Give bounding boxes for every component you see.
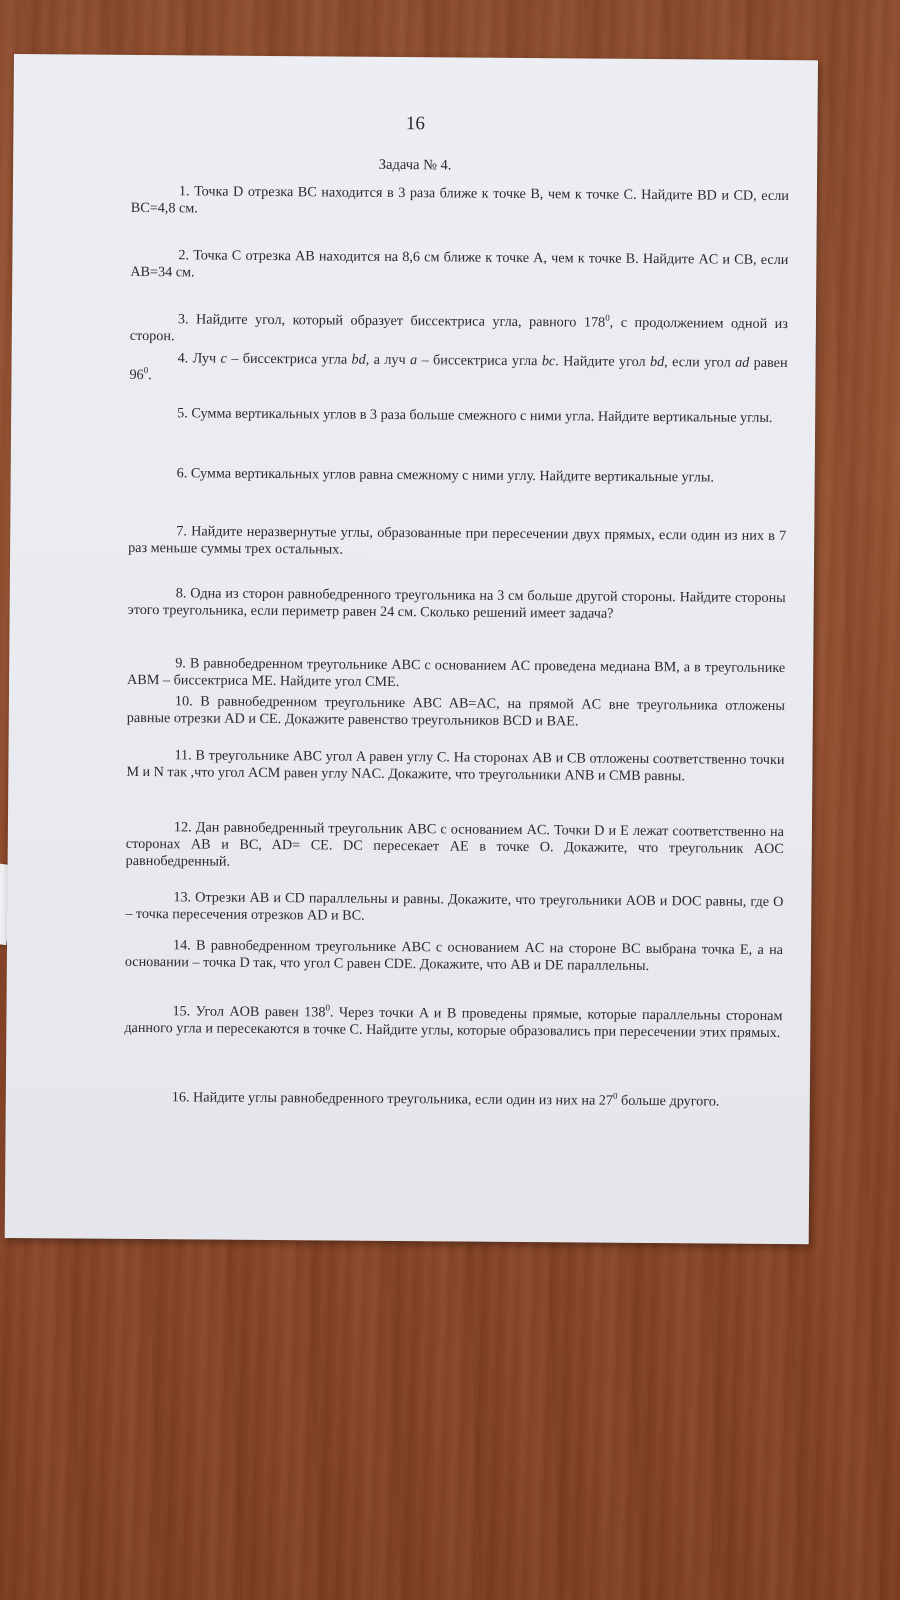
problem-text: Луч — [192, 350, 221, 367]
problem-number: 5. — [177, 405, 192, 422]
problem-text: Найдите угол, который образует биссектриса угла, равного 178 — [196, 311, 606, 331]
worksheet-page — [5, 54, 818, 1244]
degree-superscript: 0 — [325, 1002, 331, 1013]
problem-number: 14. — [172, 937, 197, 954]
problem-text: . Найдите угол — [555, 353, 651, 371]
problem-text: Дан равнобедренный треугольник ABC с основанием AC. Точки D и E лежат соответственно на сторонах AB и BC, AD= CE. DC пересекает AE в точке O. Докажите, что треугольник AOC равнобедренный. — [125, 819, 784, 870]
problem-text: – биссектриса угла — [226, 350, 352, 368]
page-number: 16 — [405, 113, 426, 135]
problem-text: Точка C отрезка AB находится на 8,6 см ближе к точке A, чем к точке B. Найдите AC и CB, если AB=34 см. — [130, 247, 789, 281]
problem-13 — [125, 889, 783, 928]
problem-text: Одна из сторон равнобедренного треугольника на 3 см больше другой стороны. Найдите стороны этого треугольника, если периметр равен 24 см. Сколько решений имеет задача? — [127, 585, 786, 622]
problem-8 — [128, 585, 786, 624]
problem-number: 1. — [178, 183, 195, 200]
problem-text: bc — [541, 353, 556, 370]
task-title: Задача № 4. — [378, 156, 452, 174]
problem-12 — [126, 819, 784, 875]
problem-text: bd — [351, 351, 366, 368]
problem-text: равен 96 — [129, 354, 788, 384]
problem-number: 9. — [175, 655, 190, 672]
problem-text: ad — [735, 354, 750, 371]
problem-text: , а луч — [365, 351, 411, 369]
problem-number: 10. — [174, 693, 201, 710]
problem-number: 7. — [176, 523, 192, 540]
problem-5 — [129, 405, 787, 427]
problem-9 — [127, 655, 785, 694]
problem-text: В равнобедренном треугольнике ABC с основанием AC на стороне BC выбрана точка E, а на основании – точка D так, что угол C равен CDE. Докажите, что AB и DE параллельны. — [124, 937, 784, 975]
problem-number: 8. — [175, 585, 191, 602]
problem-text: Угол AOB равен 138 — [195, 1003, 326, 1021]
problem-text: a — [410, 352, 418, 369]
problem-number: 3. — [177, 311, 197, 328]
problem-number: 11. — [174, 747, 196, 764]
degree-superscript: 0 — [143, 365, 149, 376]
problem-text: Отрезки AB и CD параллельны и равны. Докажите, что треугольники AOB и DOC равны, где O – точка пересечения отрезков AD и BC. — [125, 889, 784, 924]
problem-text: , с продолжением одной из сторон. — [129, 314, 788, 345]
problem-3 — [130, 311, 788, 350]
problem-6 — [129, 465, 787, 487]
problem-16 — [124, 1089, 782, 1111]
problem-15 — [124, 1003, 782, 1042]
problem-text: Сумма вертикальных углов в 3 раза больше смежного с ними угла. Найдите вертикальные углы. — [191, 405, 773, 426]
problem-number: 15. — [172, 1003, 196, 1020]
problem-text: Сумма вертикальных углов равна смежному с ними углу. Найдите вертикальные углы. — [190, 465, 715, 486]
problem-number: 16. — [171, 1089, 194, 1106]
problem-text: В треугольнике ABC угол A равен углу C. На сторонах AB и CB отложены соответственно точки M и N так ,что угол ACM равен углу NAC. Докажите, что треугольники ANB и CMB равны. — [126, 747, 785, 785]
problem-7 — [128, 523, 786, 562]
problem-text: В равнобедренном треугольнике ABC с основанием AC проведена медиана BM, а в треугольнике ABM – биссектриса ME. Найдите угол CME. — [127, 655, 786, 691]
problem-text: В равнобедренном треугольнике ABC AB=AC, на прямой AC вне треугольника отложены равные отрезки AD и CE. Докажите равенство треугольников BCD и BAE. — [126, 693, 785, 730]
problem-text: Точка D отрезка BC находится в 3 раза ближе к точке B, чем к точке C. Найдите BD и CD, если BC=4,8 см. — [130, 183, 789, 217]
problem-number: 2. — [178, 247, 194, 264]
problem-text: . Через точки A и B проведены прямые, которые параллельны сторонам данного угла и пересекаются в точке C. Найдите углы, которые образовались при пересечении этих прямых. — [124, 1004, 783, 1042]
problem-number: 12. — [173, 819, 196, 836]
problem-text: Найдите неразвернутые углы, образованные при пересечении двух прямых, если один из них в 7 раз меньше суммы трех остальных. — [128, 523, 787, 558]
problem-2 — [130, 247, 788, 286]
problem-text: – биссектриса угла — [417, 352, 542, 370]
problem-text: , если угол — [664, 354, 736, 371]
degree-superscript: 0 — [605, 312, 610, 323]
problem-number: 13. — [173, 889, 196, 906]
problem-text: bd — [649, 354, 665, 371]
problem-10 — [127, 693, 785, 732]
problem-text: . — [148, 367, 152, 384]
problem-text: Найдите углы равнобедренного треугольника, если один из них на 27 — [193, 1089, 614, 1109]
problem-4 — [129, 350, 787, 389]
problem-number: 4. — [177, 350, 193, 367]
problem-1 — [131, 183, 789, 222]
problem-14 — [125, 937, 783, 976]
degree-superscript: 0 — [613, 1090, 618, 1101]
problem-11 — [126, 747, 784, 786]
problem-text: c — [220, 350, 227, 367]
problem-text: больше другого. — [617, 1092, 720, 1110]
problem-number: 6. — [176, 465, 191, 482]
